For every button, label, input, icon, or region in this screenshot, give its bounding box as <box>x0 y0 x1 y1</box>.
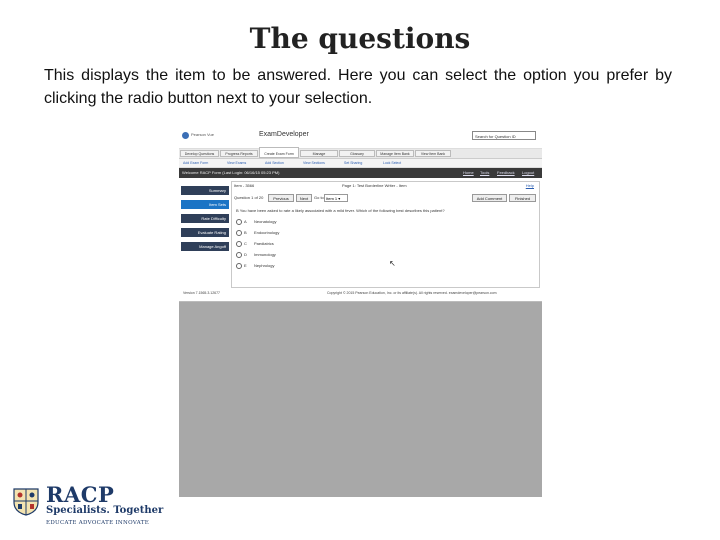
racp-motto: EDUCATE ADVOCATE INNOVATE <box>46 520 150 526</box>
sidebar-item-manage-angoff[interactable]: Manage Angoff <box>181 242 229 251</box>
pearson-logo-text: Pearson Vue <box>191 132 214 137</box>
answer-option[interactable] <box>236 240 356 248</box>
tab-manage-item-bank[interactable]: Manage Item Bank <box>376 150 414 157</box>
previous-button[interactable]: Previous <box>268 194 294 202</box>
tab-glossary[interactable]: Glossary <box>339 150 375 157</box>
option-text: Paediatrics <box>254 241 274 246</box>
sidebar-item-evaluate-rating[interactable]: Evaluate Rating <box>181 228 229 237</box>
copyright-text: Copyright © 2015 Pearson Education, Inc. or its affiliate(s). All rights reserved. examdeveloper@pearson.com <box>327 291 497 295</box>
question-stem: B You have been asked to rate a likely associated with a mild fever. Which of the following best describes this patient? <box>236 208 445 213</box>
chevron-down-icon: ▾ <box>338 196 341 201</box>
radio-button[interactable] <box>236 263 242 269</box>
option-text: Immunology <box>254 252 276 257</box>
tab-manage[interactable]: Manage <box>300 150 338 157</box>
question-panel <box>231 181 540 288</box>
option-letter: D <box>244 252 247 257</box>
racp-tagline: Specialists. Together <box>46 505 164 516</box>
goto-select-value: Item 1 <box>326 196 338 201</box>
help-link[interactable]: Help <box>525 183 534 188</box>
question-counter: Question 1 of 20 <box>234 195 264 200</box>
version-text: Version 7.1565.3.12677 <box>183 291 220 295</box>
option-letter: C <box>244 241 247 246</box>
exam-developer-app <box>179 126 542 302</box>
subnav-lock-select[interactable]: Lock Select <box>383 161 402 165</box>
next-button[interactable]: Next <box>296 194 312 202</box>
option-letter: B <box>244 230 247 235</box>
app-header <box>179 126 542 149</box>
main-nav <box>179 149 542 159</box>
pearson-logo-icon <box>182 132 189 139</box>
goto-label: Go to <box>314 195 324 200</box>
tab-progress-reports[interactable]: Progress Reports <box>220 150 258 157</box>
product-name: ExamDeveloper <box>259 131 309 138</box>
sidebar-item-summary[interactable]: Summary <box>181 186 229 195</box>
sidebar-item-item-sets[interactable]: Item Sets <box>181 200 229 209</box>
radio-button[interactable] <box>236 219 242 225</box>
panel-title-bar <box>232 182 537 189</box>
finished-button[interactable]: Finished <box>509 194 536 202</box>
tab-view-item-bank[interactable]: View Item Bank <box>415 150 451 157</box>
answer-option[interactable] <box>236 262 356 270</box>
sidebar-item-rate-difficulty[interactable]: Rate Difficulty <box>181 214 229 223</box>
link-tools[interactable]: Tools <box>480 170 490 175</box>
subnav-view-sections[interactable]: View Sections <box>303 161 325 165</box>
welcome-bar <box>179 168 542 178</box>
option-text: Neonatology <box>254 219 277 224</box>
item-id: Item - 3566 <box>234 183 255 188</box>
option-letter: E <box>244 263 247 268</box>
tab-create-exam-form[interactable]: Create Exam Form <box>259 147 299 158</box>
add-comment-button[interactable]: Add Comment <box>472 194 507 202</box>
subnav-add-exam-form[interactable]: Add Exam Form <box>183 161 209 165</box>
answer-option[interactable] <box>236 251 356 259</box>
radio-button[interactable] <box>236 252 242 258</box>
slide-title: The questions <box>249 22 471 55</box>
subnav-view-exams[interactable]: View Exams <box>227 161 247 165</box>
app-footer <box>179 290 542 298</box>
link-home[interactable]: Home <box>463 170 474 175</box>
radio-button[interactable] <box>236 241 242 247</box>
goto-select[interactable] <box>324 194 348 202</box>
racp-logo <box>10 482 164 534</box>
sub-nav <box>179 159 542 168</box>
option-letter: A <box>244 219 247 224</box>
answer-option[interactable] <box>236 229 356 237</box>
link-logout[interactable]: Logout <box>522 170 535 175</box>
mouse-cursor-icon: ↖ <box>389 259 396 268</box>
subnav-set-sharing[interactable]: Set Sharing <box>344 161 363 165</box>
page-title: Page 1: Test Borderline Writer - Item <box>342 183 407 188</box>
option-text: Endocrinology <box>254 230 280 235</box>
option-text: Nephrology <box>254 263 275 268</box>
racp-name: RACP <box>46 482 115 507</box>
welcome-text: Welcome RACP Form (Last Login: 06/16/15 05:23 PM) <box>182 170 280 175</box>
link-feedback[interactable]: Feedback <box>497 170 515 175</box>
radio-button[interactable] <box>236 230 242 236</box>
tab-develop-questions[interactable]: Develop Questions <box>180 150 219 157</box>
embedded-screenshot <box>179 126 542 497</box>
answer-option[interactable] <box>236 218 356 226</box>
subnav-add-section[interactable]: Add Section <box>265 161 284 165</box>
racp-crest-icon <box>12 486 40 516</box>
slide-body-text: This displays the item to be answered. Here you can select the option you prefer by clicking the radio button next to your selection. <box>44 67 672 107</box>
question-search-input[interactable]: Search for Question ID <box>472 131 536 140</box>
